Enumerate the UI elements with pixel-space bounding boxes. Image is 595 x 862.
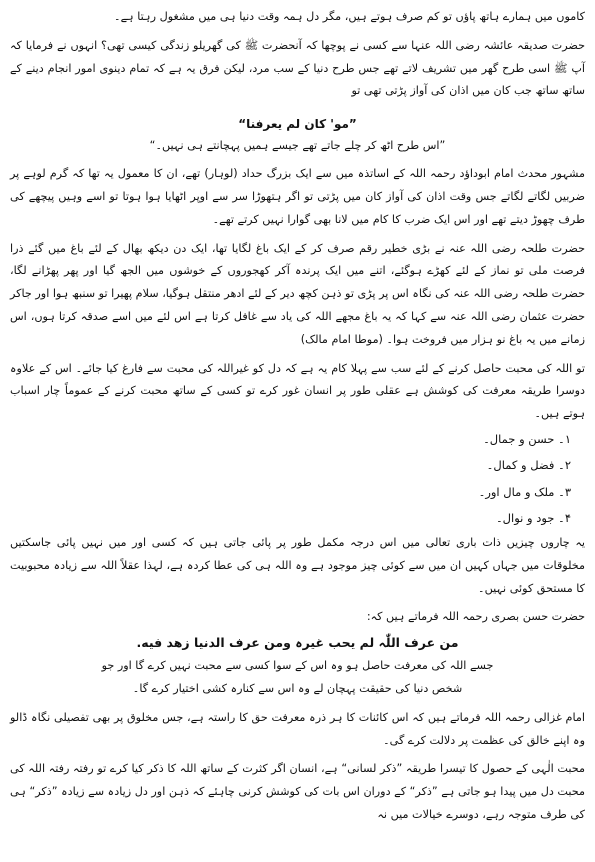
paragraph-3: مشہور محدث امام ابوداؤد رحمہ اللہ کے اساتذہ میں سے ایک بزرگ حداد (لوہار) تھے، ان کا معمول یہ تھا کہ گرم لوہے پر ضربیں لگاتے لگاتے جس وقت اذان کی آواز کان میں پڑتی تو اگر ہتھوڑا سر سے اوپر اٹھایا ہوا ہوتا تو اسے وہیں پیچھے کی طرف چھوڑ دیتے تھے اور اس ایک ضرب کا کام میں لانا بھی گوارا نہیں کرتے تھے۔: [10, 167, 585, 226]
paragraph-2: حضرت صدیقہ عائشہ رضی اللہ عنہا سے کسی نے پوچھا کہ آنحضرت ﷺ کی گھریلو زندگی کیسی تھی؟ انہوں نے فرمایا کہ آپ ﷺ اسی طرح گھر میں تشریف لاتے تھے جس طرح دنیا کے سب مرد، لیکن فرق یہ ہے کہ تمام دینوی امور انجام دینے کے ساتھ ساتھ جب کان میں اذان کی آواز پڑتی تھی تو: [10, 38, 585, 98]
list-item: ۳۔ ملک و مال اور۔: [478, 484, 571, 499]
list-item: ۲۔ فضل و کمال۔: [486, 458, 571, 473]
paragraph-8: امام غزالی رحمہ اللہ فرماتے ہیں کہ اس کائنات کا ہر ذرہ معرفت حق کا راستہ ہے، جس مخلوق پر بھی تفصیلی نگاہ ڈالو وہ اپنے خالق کی عظمت پر دلالت کرے گی۔: [10, 710, 585, 747]
paragraph-1: کاموں میں ہمارے ہاتھ پاؤں تو کم صرف ہوتے ہیں، مگر دل ہمہ وقت دنیا ہی میں مشغول رہتا ہے۔: [114, 10, 585, 23]
paragraph-9: محبت الٰہی کے حصول کا تیسرا طریقہ ”ذکر لسانی“ ہے، انسان اگر کثرت کے ساتھ اللہ کا ذکر کیا کرے تو رفتہ رفتہ اللہ کی محبت دل میں پیدا ہو جاتی ہے ”ذکر“ کے دوران اس بات کی کوشش کرنی چاہئے کہ ذہن اور دل زیادہ سے زیادہ ”ذکر“ ہی کی طرف متوجہ رہے، دوسرے خیالات میں نہ: [10, 762, 585, 821]
arabic-quote: من عرف اللّٰہ لم یحب غیرہ ومن عرف الدنیا زهد فیه.: [136, 635, 459, 651]
quote-line-1: جسے اللہ کی معرفت حاصل ہو وہ اس کے سوا کسی سے محبت نہیں کرے گا اور جو: [101, 659, 494, 673]
paragraph-5: تو اللہ کی محبت حاصل کرنے کے لئے سب سے پہلا کام یہ ہے کہ دل کو غیراللہ کی محبت سے فارغ کیا جائے۔ اس کے علاوہ دوسرا طریقہ معرفت کی کوشش ہے عقلی طور پر انسان غور کرے تو کسی کے ساتھ محبت کرنے کے عموماً چار اسباب ہوتے ہیں۔: [10, 361, 585, 421]
paragraph-6: یہ چاروں چیزیں ذات باری تعالی میں اس درجہ مکمل طور پر پائی جاتی ہیں کہ کسی اور میں نہیں پائی جاسکتیں مخلوقات میں جہاں کہیں ان میں سے کوئی چیز موجود ہے وہ اللہ ہی کی عطا کردہ ہے، لہذا عقلاً اللہ سے زیادہ محبوبیت کا مستحق کوئی نہیں۔: [10, 535, 585, 595]
quote-heading: ”مو' کان لم یعرفنا“: [238, 117, 357, 132]
paragraph-4: حضرت طلحہ رضی اللہ عنہ نے بڑی خطیر رقم صرف کر کے ایک باغ لگایا تھا، ایک دن دیکھ بھال کے لئے باغ میں گئے ذرا فرصت ملی تو نماز کے لئے کھڑے ہوگئے، اتنے میں ایک پرندہ آکر کھجوروں کے خوشوں میں الجھ گیا اور پھر پھڑانے لگا، حضرت طلحہ رضی اللہ عنہ کی نگاہ اس پر پڑی تو ذہن کچھ دیر کے لئے ادھر منتقل ہوگیا، سلام پھیرا تو سنبھ ہوا اور جاکر حضرت عثمان رضی اللہ عنہ سے کہا کہ یہ باغ مجھے اللہ کی یاد سے غافل کرتا ہے اس لئے میں اسے صدقہ کرتا ہوں، اس زمانے میں یہ باغ نو ہزار میں فروخت ہوا۔ (موطا امام مالک): [10, 241, 585, 346]
list-item: ۱۔ حسن و جمال۔: [483, 431, 571, 446]
paragraph-7: حضرت حسن بصری رحمہ اللہ فرماتے ہیں کہ:: [366, 610, 585, 624]
quote-line-2: شخص دنیا کی حقیقت پہچان لے وہ اس سے کنارہ کشی اختیار کرے گا۔: [132, 681, 463, 695]
list-item: ۴۔ جود و نوال۔: [495, 511, 571, 526]
quote-translation: ”اس طرح اٹھ کر چلے جاتے تھے جیسے ہمیں پہچانتے ہی نہیں۔“: [149, 139, 446, 153]
reasons-list: [10, 426, 585, 532]
